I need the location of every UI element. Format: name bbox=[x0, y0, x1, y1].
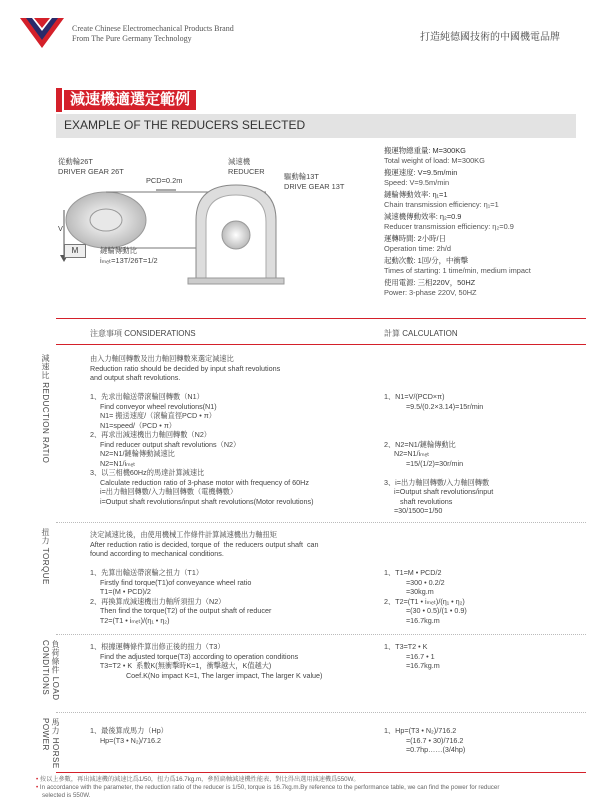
spec-cn: 使用電源: 三相220V，50HZ bbox=[384, 278, 476, 287]
torque-calculation: 1、T1=M • PCD/2 =300 • 0.2/2 =30kg.m 2、T2=(T1 • iₘₑₜ)/(η₁ • η₂) =(30 • 0.5)/(1 • 0.9) =16.7kg.m bbox=[384, 568, 467, 625]
page-title-en: EXAMPLE OF THE REDUCERS SELECTED bbox=[64, 118, 306, 132]
spec-item bbox=[384, 168, 584, 188]
spec-en: Chain transmission efficiency: η₁=1 bbox=[384, 200, 499, 209]
driver-gear-en: DRIVER GEAR 26T bbox=[58, 167, 124, 176]
drive-gear-shape bbox=[222, 221, 250, 249]
bullet-icon: • bbox=[36, 776, 40, 783]
footnote-cn-text: 按以上參數，再出減速機的減速比爲1/50，扭力爲16.7kg.m，參照扁軸減速機性能表，對比得出選用減速機爲550W。 bbox=[39, 776, 360, 783]
spec-item bbox=[384, 212, 584, 232]
spec-en: Operation time: 2h/d bbox=[384, 244, 451, 253]
reducer-en: REDUCER bbox=[228, 167, 265, 176]
spec-list bbox=[384, 146, 584, 300]
load-calculation: 1、T3=T2 • K =16.7 • 1 =16.7kg.m bbox=[384, 642, 440, 670]
spec-cn: 減速機傳動效率: η₂=0.9 bbox=[384, 212, 462, 221]
header-calculation: 計算 CALCULATION bbox=[384, 329, 458, 338]
torque-label-cn: 扭力 bbox=[41, 528, 50, 545]
footnote-en-text: In accordance with the parameter, the reduction ratio of the reducer is 1/50, torque is 16.7kg.m.By reference to the performance table, we can find the power for reducer bbox=[39, 784, 500, 791]
brand-line-1: Create Chinese Electromechanical Products Brand bbox=[72, 24, 234, 33]
spec-item bbox=[384, 278, 584, 298]
ratio-en: iₘₑₜ=13T/26T=1/2 bbox=[100, 256, 158, 265]
spec-en: Total weight of load: M=300KG bbox=[384, 156, 485, 165]
spec-item bbox=[384, 234, 584, 254]
drive-gear-cn: 驅動輪13T bbox=[284, 172, 319, 181]
footnote-cn bbox=[36, 776, 586, 784]
spec-item bbox=[384, 146, 584, 166]
load-considerations: 1、根據運轉條件算出修正後的扭力（T3） Find the adjusted torque(T3) according to operation conditions T3=T2 • K 系數K(無衝擊時K=1，衝擊越大，K值越大) Coef.K(No impact K=1, The larger impact, The larger K value) bbox=[90, 642, 323, 680]
driver-gear-cn: 從動輪26T bbox=[58, 157, 93, 166]
spec-cn: 搬運速度: V=9.5m/min bbox=[384, 168, 458, 177]
footnotes bbox=[36, 776, 586, 800]
header-slogan: 打造純德國技術的中國機電品牌 bbox=[420, 32, 560, 43]
reduction-label-en: REDUCTION RATIO bbox=[41, 382, 50, 464]
ratio-cn: 鏈輪傳動比 bbox=[100, 246, 137, 255]
spec-cn: 起動次數: 1回/分，中衝擊 bbox=[384, 256, 469, 265]
reduction-label bbox=[40, 354, 50, 514]
reducer-base bbox=[188, 278, 284, 284]
diagram-label-driver bbox=[58, 157, 124, 177]
table-header-rule bbox=[56, 344, 586, 345]
torque-label-en: TORQUE bbox=[41, 547, 50, 585]
driven-wheel-hub bbox=[90, 209, 122, 231]
reduction-label-cn: 減速比 bbox=[41, 354, 50, 380]
divider bbox=[56, 712, 586, 713]
diagram-label-ratio bbox=[100, 246, 158, 266]
reduction-calculation: 1、N1=V/(PCD×π) =9.5/(0.2×3.14)=15r/min 2、N2=N1/鏈輪傳動比 N2=N1/iₘₑₜ =15/(1/2)=30r/min 3、i=出力軸回轉數/入力軸回轉數 i=Output shaft revolutions/input shaft revolutions =30/1500=1/50 bbox=[384, 392, 494, 515]
drive-gear-en: DRIVE GEAR 13T bbox=[284, 182, 345, 191]
load-label-en: LOAD CONDITIONS bbox=[41, 640, 60, 701]
diagram-label-v: V bbox=[58, 224, 63, 233]
divider bbox=[56, 522, 586, 523]
diagram-label-pcd: PCD=0.2m bbox=[146, 176, 183, 185]
horse-considerations: 1、最後算成馬力（Hp） Hp=(T3 • N₂)/716.2 bbox=[90, 726, 168, 745]
spec-en: Power: 3-phase 220V, 50HZ bbox=[384, 288, 477, 297]
torque-considerations: 決定減速比後，由使用機械工作條件計算減速機出力軸扭矩 After reduction ratio is decided, torque of the reducers output shaft can found according to mechanical conditions. 1、先算出輸送帶滾輪之扭力（T1） Firstly find torque(T1)of conveyance wheel ratio T1=(M • PCD)/2 2、再換算成減速機出力軸所須扭力（N2） Then find the torque(T2) of the output shaft of reducer T2=(T1 • iₘₑₜ)/(η₁ • η₂) bbox=[90, 530, 319, 625]
spec-en: Speed: V=9.5m/min bbox=[384, 178, 450, 187]
header-considerations: 注意事項 CONSIDERATIONS bbox=[90, 329, 196, 338]
spec-en: Times of starting: 1 time/min, medium impact bbox=[384, 266, 531, 275]
spec-cn: 搬運物總重量: M=300KG bbox=[384, 146, 466, 155]
reduction-considerations: 由入力軸回轉數及出力軸回轉數來選定減速比 Reduction ratio should be decided by input shaft revolutions and output shaft revolutions. 1、先求出輸送帶滾輪回轉數（N1） Find conveyor wheel revolutions(N1) N1= 搬送速度/（滾輪直徑PCD • π） N1=speed/（PCD • π） 2、再求出減速機出力軸回轉數（N2） Find reducer output shaft revolutions（N2） N2=N1/鏈輪傳動減速比 N2=N1/iₘₑₜ 3、以三相機60Hz的馬達計算減速比 Calculate reduction ratio of 3-phase motor with frequency of 60Hz i=出力軸回轉數/入力軸回轉數（電機轉數） i=Output shaft revolutions/input shaft revolutions(Motor revolutions) bbox=[90, 354, 314, 506]
footnote-en-cont: selected is 550W. bbox=[42, 792, 91, 799]
table-bottom-rule bbox=[56, 772, 586, 773]
brand-logo bbox=[20, 18, 64, 48]
load-label-cn: 負荷條件 bbox=[51, 640, 60, 674]
spec-item bbox=[384, 190, 584, 210]
page-title-cn: 減速機適選定範例 bbox=[64, 90, 196, 110]
diagram-label-drive bbox=[284, 172, 344, 192]
horse-calculation: 1、Hp=(T3 • N₂)/716.2 =(16.7 • 30)/716.2 =0.7hp……(3/4hp) bbox=[384, 726, 466, 754]
horse-label-en: HORSE POWER bbox=[41, 718, 60, 769]
load-label bbox=[40, 640, 60, 710]
footnote-en bbox=[36, 784, 586, 792]
horse-label-cn: 馬力 bbox=[51, 718, 60, 735]
brand-text bbox=[72, 24, 234, 44]
divider bbox=[56, 634, 586, 635]
reducer-cn: 減速機 bbox=[228, 157, 251, 166]
title-accent bbox=[56, 88, 62, 112]
spec-cn: 鏈輪傳動效率: η₁=1 bbox=[384, 190, 448, 199]
horse-label bbox=[40, 718, 60, 774]
spec-item bbox=[384, 256, 584, 276]
table-top-rule bbox=[56, 318, 586, 319]
diagram-label-reducer bbox=[228, 157, 265, 177]
brand-line-2: From The Pure Germany Technology bbox=[72, 34, 192, 43]
spec-cn: 運轉時間: 2小時/日 bbox=[384, 234, 447, 243]
motor-box bbox=[64, 244, 86, 258]
spec-en: Reducer transmission efficiency: η₂=0.9 bbox=[384, 222, 514, 231]
motor-label: M bbox=[71, 246, 79, 255]
bullet-icon: • bbox=[36, 784, 40, 791]
torque-label bbox=[40, 528, 50, 608]
